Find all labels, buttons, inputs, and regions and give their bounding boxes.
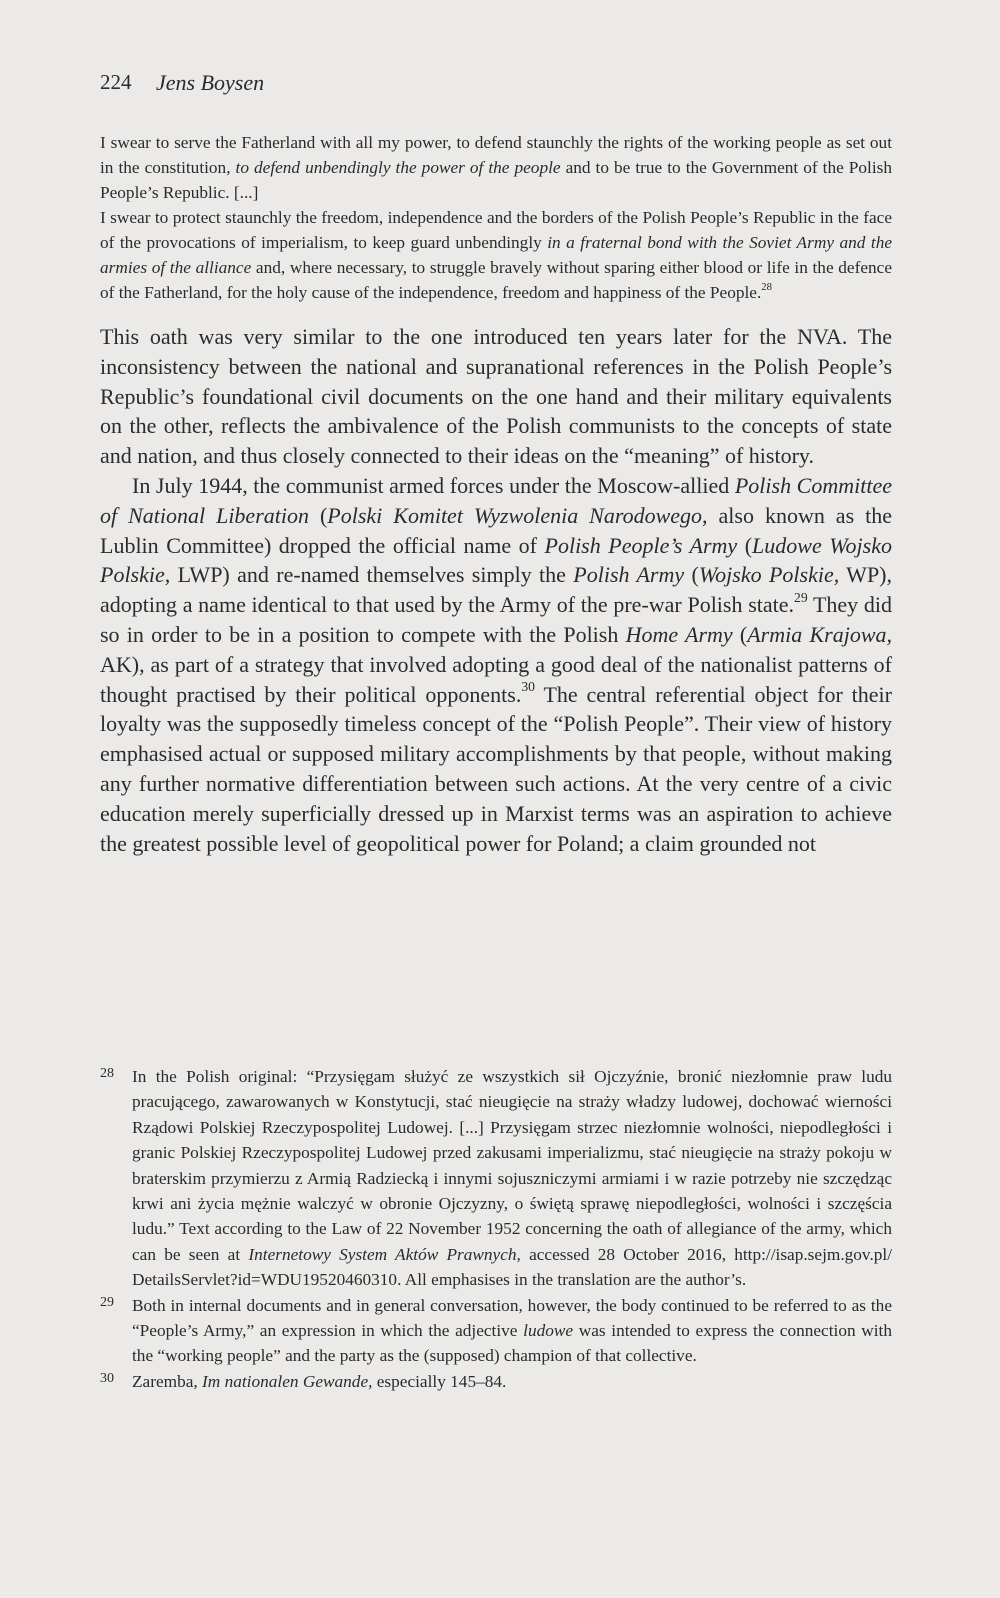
italic-text: Polish Committee of National Liberation	[100, 472, 892, 528]
footnote-ref: 29	[794, 589, 808, 605]
body-paragraph	[100, 471, 892, 858]
italic-text: to defend unbendingly the power of the people	[235, 158, 561, 177]
footnote	[100, 1369, 892, 1394]
text-run: WP), adopting a name identical to that used by the Army of the pre-war Polish state.	[100, 562, 893, 618]
main-text	[100, 322, 892, 858]
text-run: The central referential object for their loyalty was the supposedly timeless concept of the “Polish People”. Their view of history emphasised actual or supposed military accomplishments by that people, without making any further normative differentiation between such actions. At the very centre of a civic education merely superficially dressed up in Marxist terms was an aspiration to achieve the greatest possible level of geopolitical power for Poland; a claim grounded not	[100, 681, 892, 856]
italic-text: Polish Army	[573, 562, 685, 588]
text-run: and to be true to the Government of the Polish People’s Republic. [...]	[100, 158, 892, 202]
footnotes	[100, 1064, 892, 1394]
footnote-ref: 28	[761, 280, 772, 293]
footnote-number: 29	[100, 1294, 114, 1310]
text-run: LWP) and re-named themselves simply the	[170, 562, 574, 588]
text-run: and, where necessary, to struggle bravely without sparing either blood or life in the defence of the Fatherland, for the holy cause of the independence, freedom and happiness of the People.	[100, 258, 892, 302]
footnote-ref: 30	[521, 679, 535, 695]
running-head-author: Jens Boysen	[156, 70, 265, 95]
text-run: In the Polish original: “Przysięgam służyć ze wszystkich sił Ojczyźnie, bronić niezłomnie praw ludu pracującego, zawarowanych w Konstytucji, stać nieugięcie na straży władzy ludowej, dochować wierności Rządowi Polskiej Rzeczypospolitej Ludowej. [...] Przysięgam strzec niezłomnie wolności, niepodległości i granic Polskiej Rzeczypospolitej Ludowej przed zakusami imperializmu, stać nieugięcie na straży pokoju w braterskim przymierzu z Armią Radziecką i innymi sojuszniczymi armiami i w razie potrzeby nie szczędząc krwi ani życia mężnie walczyć w obronie Ojczyzny, o świętą sprawę niepodległości, wolności i szczęścia ludu.” Text according to the Law of 22 November 1952 concerning the oath of allegiance of the army, which can be seen at	[132, 1067, 892, 1264]
italic-text: Im nationalen Gewande,	[202, 1371, 373, 1391]
italic-text: Wojsko Polskie,	[698, 562, 840, 588]
italic-text: Polish People’s Army	[544, 532, 738, 558]
oath-block-quote	[100, 130, 892, 305]
footnote	[100, 1293, 892, 1369]
italic-text: Armia Krajowa,	[747, 621, 893, 647]
text-run: I swear to protect staunchly the freedom, independence and the borders of the Polish People’s Republic in the face of the provocations of imperialism, to keep guard unbendingly	[100, 208, 892, 252]
page-header	[100, 70, 900, 100]
footnote-number: 30	[100, 1370, 114, 1386]
text-run: They did so in order to be in a position to compete with the Polish	[100, 592, 892, 647]
italic-text: Polski Komitet Wyzwolenia Narodowego,	[327, 502, 708, 528]
footnote	[100, 1064, 892, 1293]
text-run: accessed 28 October 2016, http://isap.sejm.gov.pl/ DetailsServlet?id=WDU19520460310. All emphasises in the translation are the author’s.	[132, 1244, 893, 1290]
text-body	[100, 130, 892, 858]
page-number: 224	[100, 70, 132, 94]
text-run: (	[737, 532, 753, 558]
text-run: (	[308, 502, 328, 528]
italic-text: in a fraternal bond with the Soviet Army and the armies of the alliance	[100, 233, 892, 277]
body-paragraph	[100, 322, 892, 471]
text-run: especially 145–84.	[372, 1371, 507, 1391]
text-run: This oath was very similar to the one introduced ten years later for the NVA. The inconsistency between the national and supranational references in the Polish People’s Republic’s foundational civil documents on the one hand and their military equivalents on the other, reflects the ambivalence of the Polish communists to the concepts of state and nation, and thus closely connected to their ideas on the “meaning” of history.	[100, 324, 892, 469]
text-run: (	[684, 562, 699, 588]
quote-paragraph	[100, 205, 892, 305]
text-run: I swear to serve the Fatherland with all my power, to defend staunchly the rights of the working people as set out in the constitution,	[100, 133, 892, 177]
text-run: was intended to express the connection with the “working people” and the party as the (supposed) champion of that collective.	[132, 1321, 892, 1366]
text-run: AK), as part of a strategy that involved adopting a good deal of the nationalist patterns of thought practised by their political opponents.	[100, 651, 892, 707]
text-run: (	[732, 621, 748, 647]
italic-text: Ludowe Wojsko Polskie,	[100, 532, 892, 588]
italic-text: ludowe	[523, 1321, 574, 1341]
text-run: also known as the Lublin Committee) dropped the official name of	[100, 502, 892, 558]
text-run: In July 1944, the communist armed forces under the Moscow-allied	[132, 472, 735, 498]
text-run: Zaremba,	[132, 1371, 203, 1391]
italic-text: Internetowy System Aktów Prawnych,	[248, 1244, 521, 1264]
footnote-number: 28	[100, 1066, 114, 1081]
italic-text: Home Army	[625, 621, 733, 647]
text-run: Both in internal documents and in general conversation, however, the body continued to be referred to as the “People’s Army,” an expression in which the adjective	[132, 1295, 892, 1341]
quote-paragraph	[100, 130, 892, 205]
